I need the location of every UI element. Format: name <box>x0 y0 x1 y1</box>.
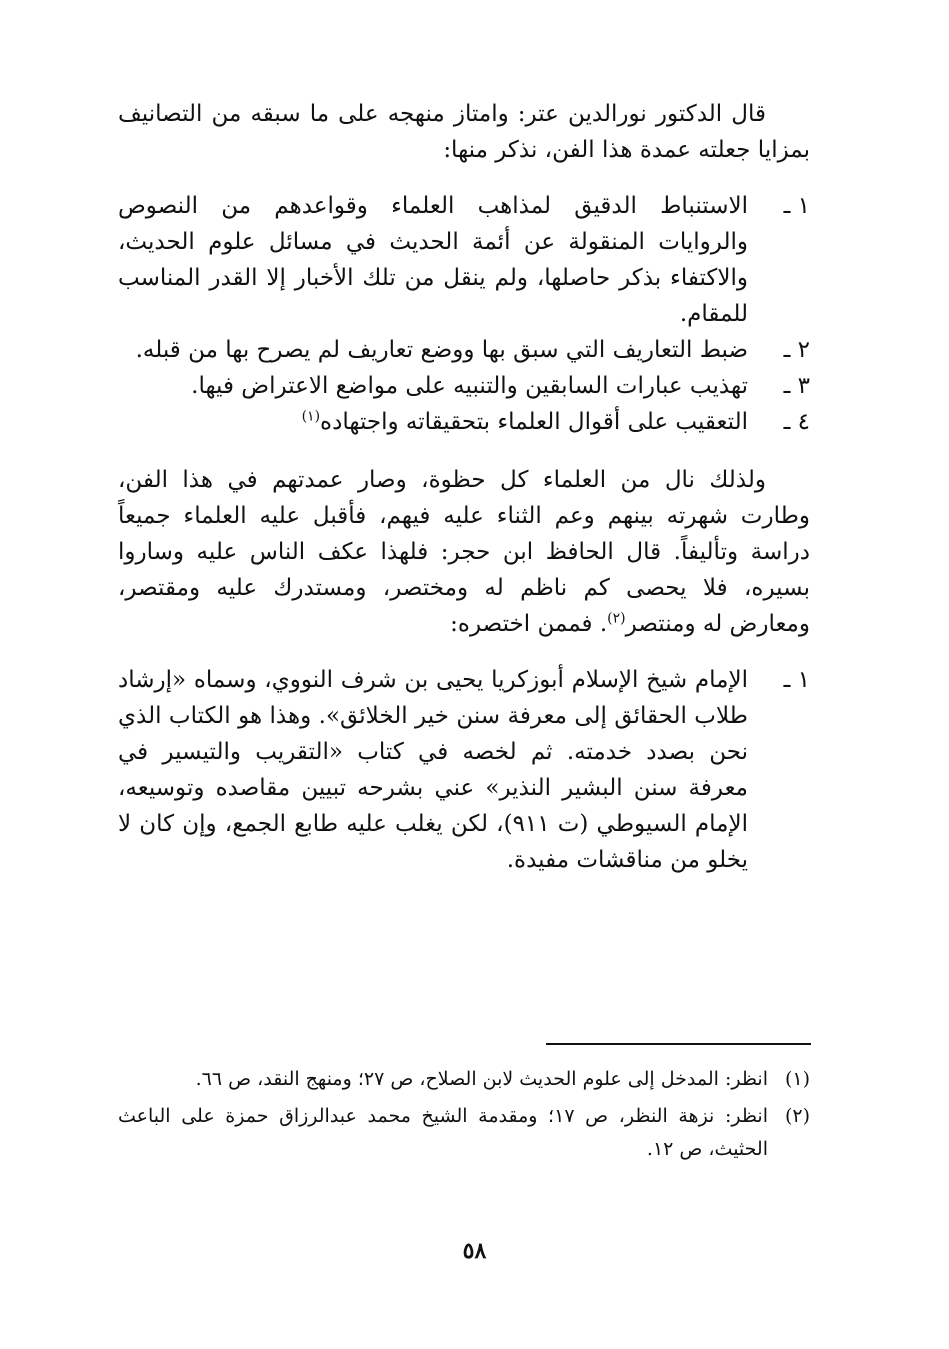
list-item-text: تهذيب عبارات السابقين والتنبيه على مواضع الاعتراض فيها. <box>191 373 748 399</box>
list-item-number: ١ ـ <box>783 667 810 693</box>
reception-text: ولذلك نال من العلماء كل حظوة، وصار عمدتهم في هذا الفن، وطارت شهرته بينهم وعم الثناء عليه فيهم، فأقبل عليه العلماء جميعاً دراسة وتأليفاً. قال الحافظ ابن حجر: فلهذا عكف الناس عليه وساروا بسيره، فلا يحصى كم ناظم له ومختصر، ومستدرك عليه ومقتصر، ومعارض له ومنتصر <box>118 467 810 637</box>
list-item-number: ٣ ـ <box>783 373 810 399</box>
list-item-number: ٤ ـ <box>783 409 810 435</box>
reception-paragraph <box>118 462 810 642</box>
footnote-number: (٢) <box>784 1105 810 1127</box>
list-item <box>118 332 810 368</box>
reception-tail: . فممن اختصره: <box>450 611 608 637</box>
footnote-text: انظر: المدخل إلى علوم الحديث لابن الصلاح، ص ٢٧؛ ومنهج النقد، ص ٦٦. <box>195 1068 768 1090</box>
features-list <box>118 188 810 440</box>
list-item-text: التعقيب على أقوال العلماء بتحقيقاته واجتهاده <box>320 409 748 435</box>
footnote <box>118 1100 810 1166</box>
list-item-text: الاستنباط الدقيق لمذاهب العلماء وقواعدهم من النصوص والروايات المنقولة عن أئمة الحديث في مسائل علوم الحديث، والاكتفاء بذكر حاصلها، ولم ينقل من تلك الأخبار إلا القدر المناسب للمقام. <box>118 193 748 327</box>
footnote-marker[interactable]: (٢) <box>607 610 626 627</box>
footnote-number: (١) <box>784 1068 810 1090</box>
page-number: ٥٨ <box>462 1238 487 1264</box>
footnotes-section <box>118 1063 810 1170</box>
list-item-number: ٢ ـ <box>783 337 810 363</box>
intro-paragraph: قال الدكتور نورالدين عتر: وامتاز منهجه على ما سبقه من التصانيف بمزايا جعلته عمدة هذا الفن، نذكر منها: <box>118 101 810 163</box>
footnote-text: انظر: نزهة النظر، ص ١٧؛ ومقدمة الشيخ محمد عبدالرزاق حمزة على الباعث الحثيث، ص ١٢. <box>118 1105 768 1160</box>
list-item-text: الإمام شيخ الإسلام أبوزكريا يحيى بن شرف النووي، وسماه «إرشاد طلاب الحقائق إلى معرفة سنن خير الخلائق». وهذا هو الكتاب الذي نحن بصدد خدمته. ثم لخصه في كتاب «التقريب والتيسير في معرفة سنن البشير النذير» عني بشرحه تبيين مقاصده وتوسيعه، الإمام السيوطي (ت ٩١١)، لكن يغلب عليه طابع الجمع، وإن كان لا يخلو من مناقشات مفيدة. <box>118 667 748 873</box>
footnote <box>118 1063 810 1096</box>
list-item-text: ضبط التعاريف التي سبق بها ووضع تعاريف لم يصرح بها من قبله. <box>135 337 748 363</box>
list-item-number: ١ ـ <box>783 193 810 219</box>
page-body <box>118 96 810 878</box>
footnote-divider <box>546 1043 811 1045</box>
list-item <box>118 404 810 440</box>
footnote-marker[interactable]: (١) <box>301 408 321 425</box>
list-item <box>118 188 810 332</box>
list-item <box>118 662 810 878</box>
list-item <box>118 368 810 404</box>
abridgements-list <box>118 662 810 878</box>
